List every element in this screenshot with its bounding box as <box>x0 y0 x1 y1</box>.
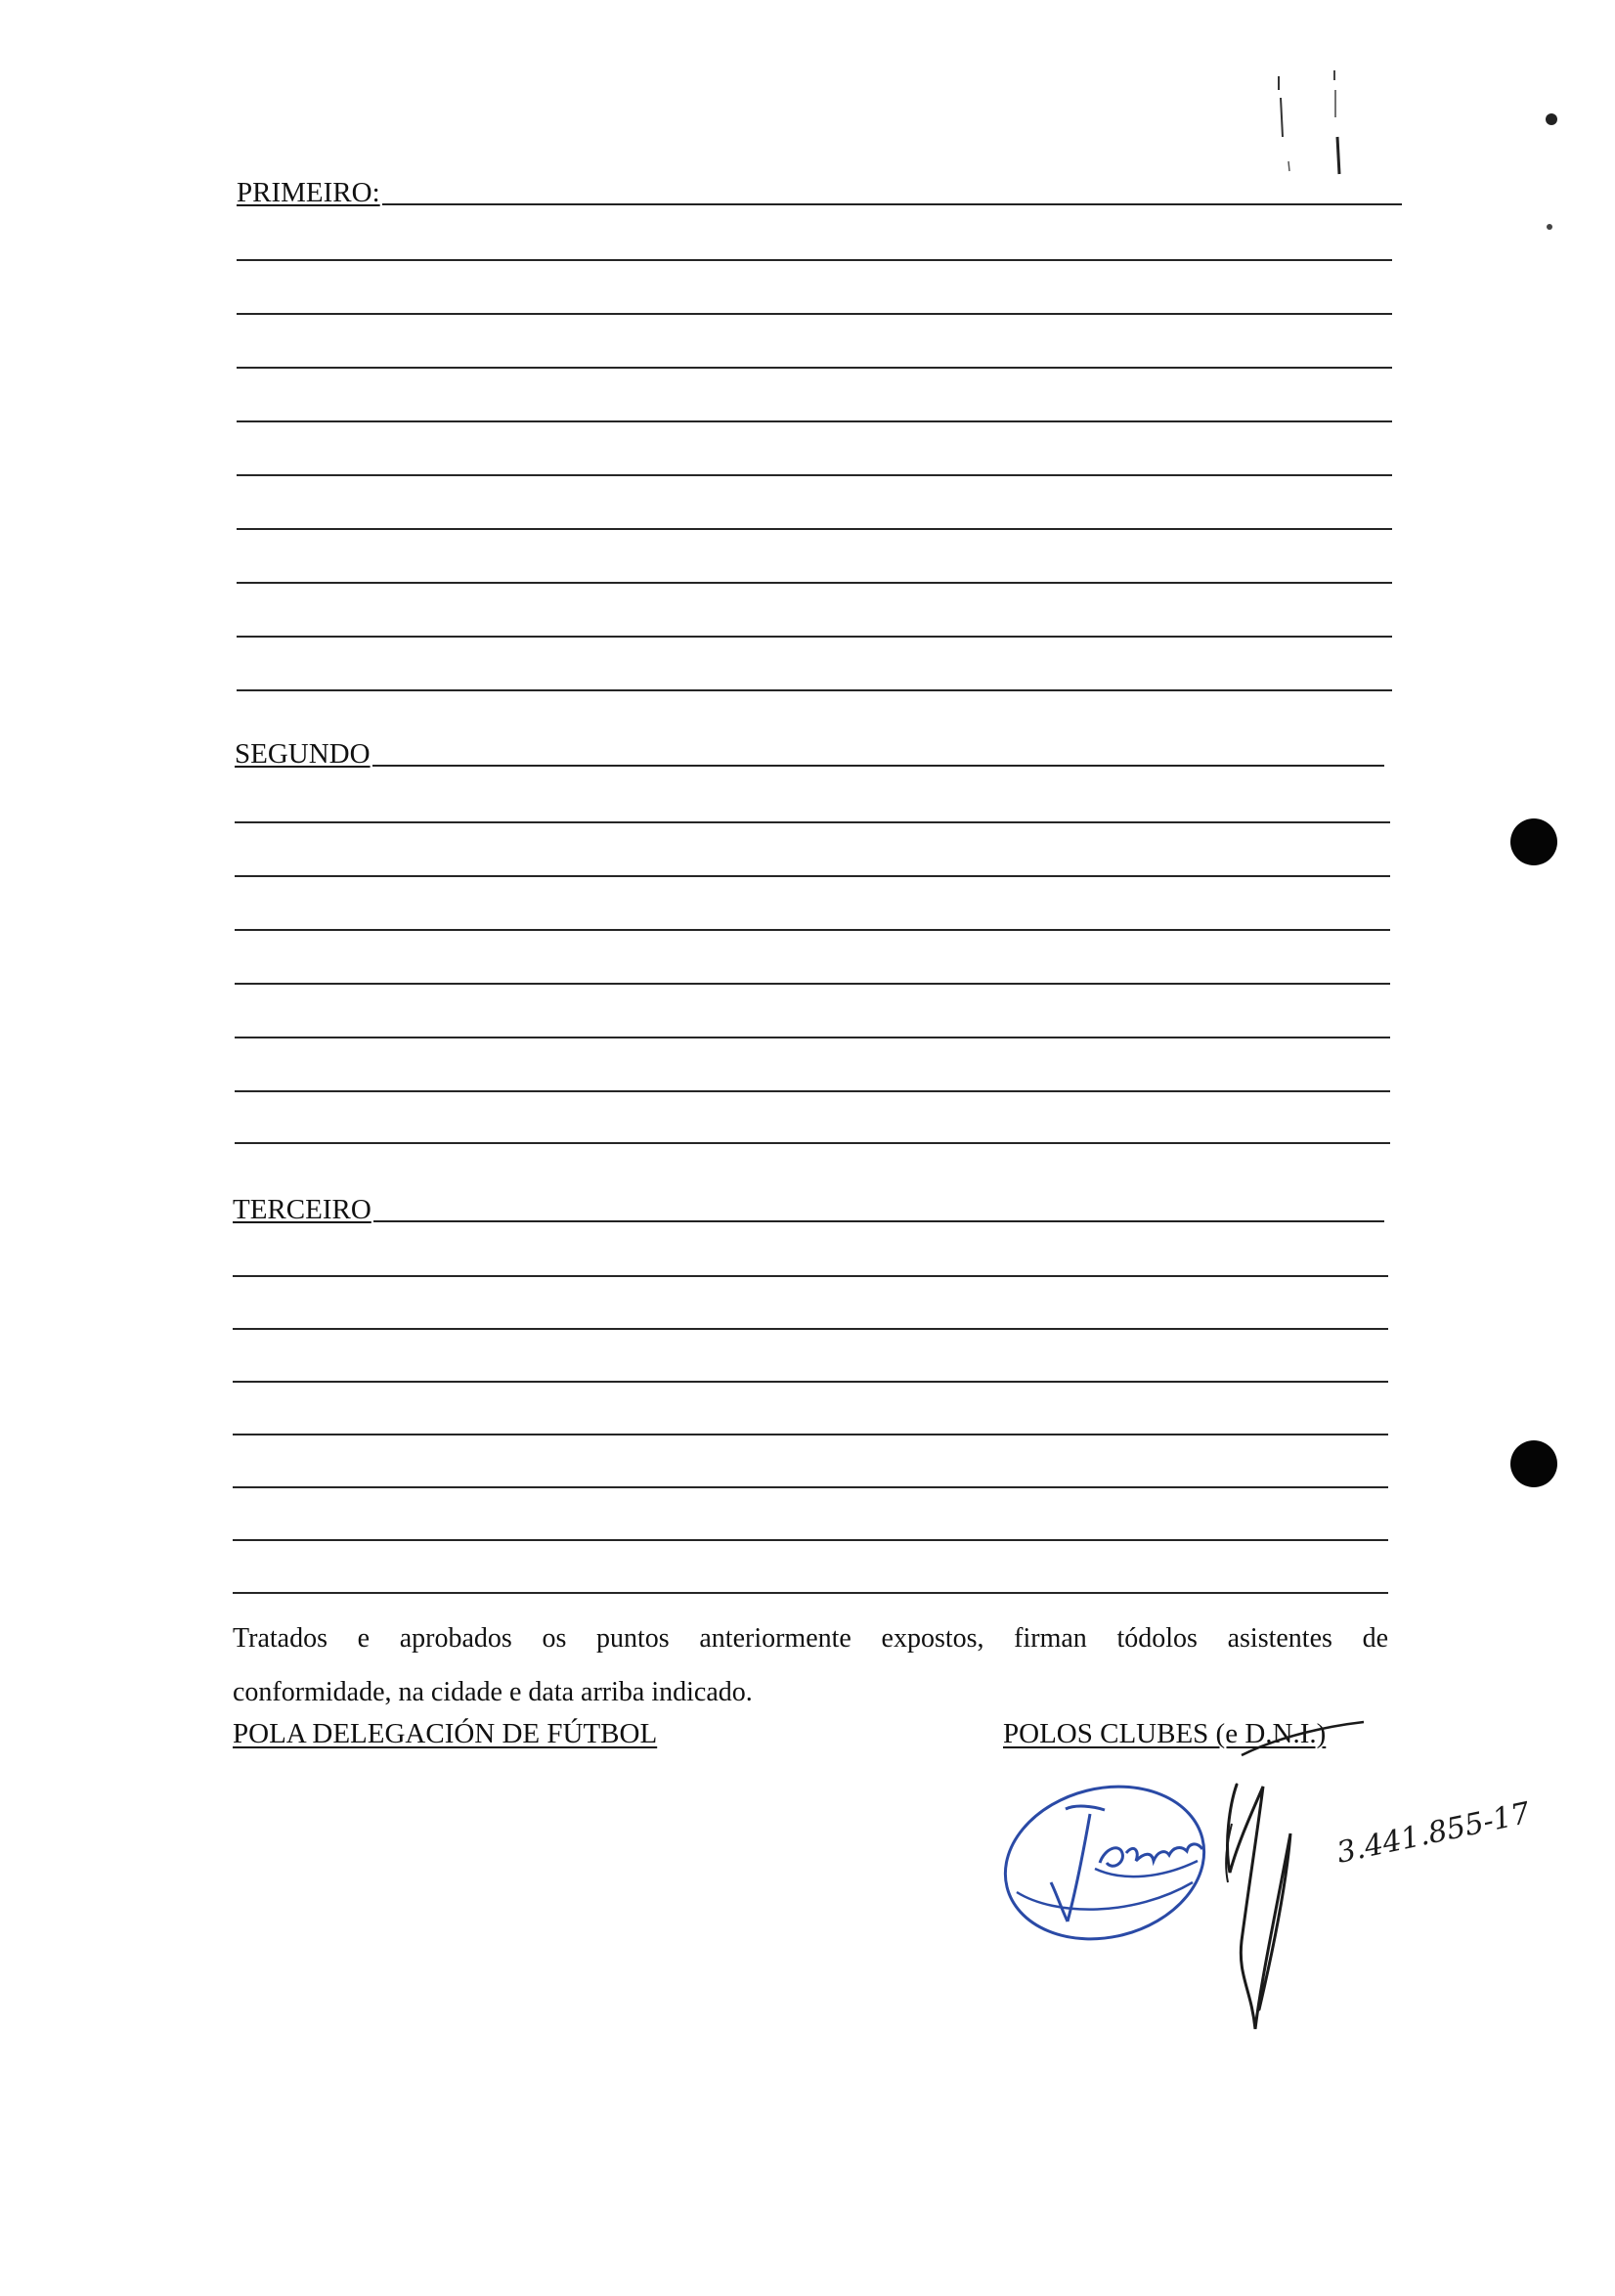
primeiro-line[interactable] <box>237 528 1392 530</box>
segundo-line[interactable] <box>235 1142 1390 1144</box>
section-terceiro-fill-line <box>373 1220 1384 1222</box>
primeiro-line[interactable] <box>237 367 1392 369</box>
terceiro-line[interactable] <box>233 1486 1388 1488</box>
stamp-icon <box>997 1766 1220 1959</box>
terceiro-line[interactable] <box>233 1539 1388 1541</box>
section-terceiro-label: TERCEIRO <box>233 1194 371 1225</box>
section-primeiro-header <box>237 174 1402 207</box>
primeiro-line[interactable] <box>237 636 1392 638</box>
section-segundo-header <box>235 735 1384 769</box>
section-primeiro-label: PRIMEIRO: <box>237 177 380 208</box>
segundo-line[interactable] <box>235 1090 1390 1092</box>
primeiro-line[interactable] <box>237 420 1392 422</box>
closing-line-1: Tratados e aprobados os puntos anteriormente expostos, firman tódolos asistentes de <box>233 1623 1388 1654</box>
segundo-line[interactable] <box>235 1037 1390 1038</box>
primeiro-line[interactable] <box>237 582 1392 584</box>
terceiro-line[interactable] <box>233 1592 1388 1594</box>
svg-text:3.441.855-17: 3.441.855-17 <box>1333 1795 1534 1871</box>
terceiro-line[interactable] <box>233 1381 1388 1383</box>
primeiro-line[interactable] <box>237 313 1392 315</box>
segundo-line[interactable] <box>235 983 1390 985</box>
terceiro-line[interactable] <box>233 1434 1388 1435</box>
section-terceiro-header <box>233 1191 1384 1224</box>
signature-area <box>997 1716 1584 2039</box>
segundo-line[interactable] <box>235 929 1390 931</box>
primeiro-line[interactable] <box>237 259 1392 261</box>
delegation-signature-label: POLA DELEGACIÓN DE FÚTBOL <box>233 1718 658 1749</box>
scan-marks <box>1261 68 1593 244</box>
section-segundo-label: SEGUNDO <box>235 738 371 770</box>
primeiro-line[interactable] <box>237 689 1392 691</box>
punch-hole-icon <box>1510 818 1557 865</box>
punch-hole-icon <box>1510 1440 1557 1487</box>
clubs-signature-label: POLOS CLUBES (e D.N.I.) <box>1003 1718 1327 1749</box>
signature-icon <box>1226 1722 1534 2029</box>
segundo-line[interactable] <box>235 821 1390 823</box>
segundo-line[interactable] <box>235 875 1390 877</box>
terceiro-line[interactable] <box>233 1275 1388 1277</box>
section-segundo-fill-line <box>372 765 1384 767</box>
terceiro-line[interactable] <box>233 1328 1388 1330</box>
primeiro-line[interactable] <box>237 474 1392 476</box>
closing-line-2: conformidade, na cidade e data arriba indicado. <box>233 1677 753 1707</box>
closing-statement <box>233 1612 1388 1719</box>
section-primeiro-fill-line <box>382 203 1402 205</box>
